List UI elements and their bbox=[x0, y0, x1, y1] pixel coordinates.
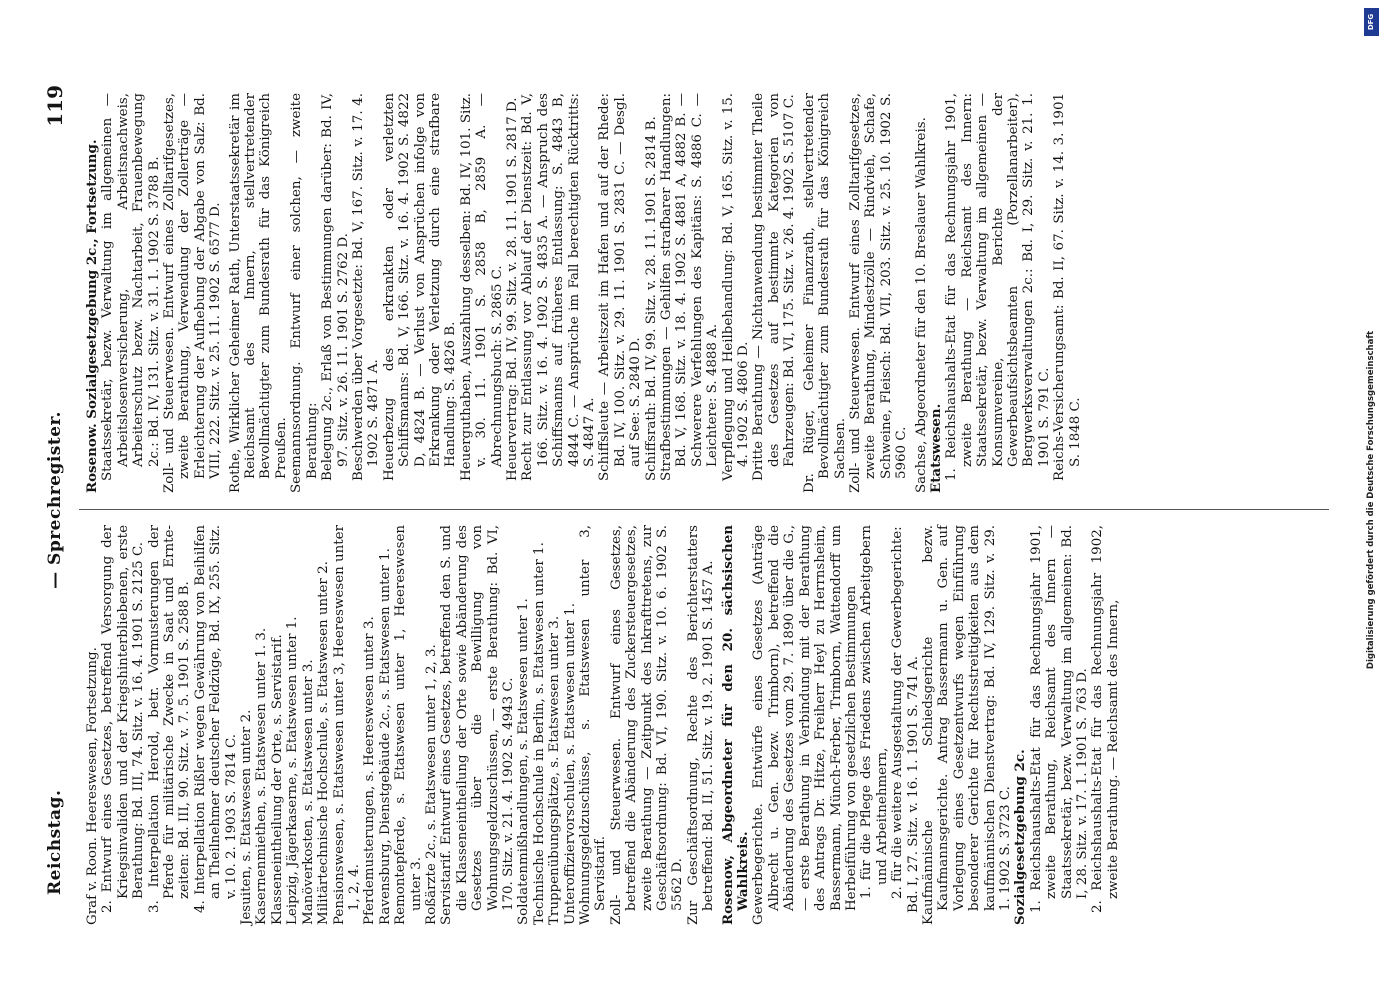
entry: Truppenübungsplätze, s. Etatswesen unter 3. bbox=[547, 615, 563, 925]
entry: Leipzig, Jägerkaserne, s. Etatswesen unter 1. bbox=[285, 616, 301, 925]
entry: Schiffsleute — Arbeitszeit im Hafen und auf der Rhede: Bd. IV, 100. Sitz. v. 29. 11. 1901 S. 2831 C. — Desgl. auf See: S. 2840 D. bbox=[597, 93, 644, 481]
entry: Zoll- und Steuerwesen. Entwurf eines Zolltarifgesetzes, zweite Berathung, Mindestzölle — Rindvieh, Schafe, Schweine, Fleisch: Bd. VII, 203. Sitz. v. 25. 10. 1902 S. 5960 C. bbox=[847, 93, 910, 493]
entry: Kasernenmiethen, s. Etatswesen unter 1. 3. bbox=[254, 627, 270, 925]
entry: Jesuiten, s. Etatswesen unter 2. bbox=[239, 709, 255, 925]
entry: 1. Reichshaushalts-Etat für das Rechnungsjahr 1901, zweite Berathung — Reichsamt des Innern: Staatssekretär, bezw. Verwaltung im allgemeinen — Konsumvereine, Berichte der Gewerbeaufsichtsbeamten (Porzellanarbeiter), Bergwerksverwaltungen 2c.: Bd. I, 29. Sitz. v. 21. 1. 1901 S. 791 C. bbox=[944, 93, 1052, 481]
entry: Manöverkosten, s. Etatswesen unter 3. bbox=[300, 659, 316, 925]
entry: Gewerbegerichte. Entwürfe eines Gesetzes (Anträge Albrecht u. Gen. bezw. Trimborn), betreffend die Abänderung des Gesetzes vom 29. 7. 1890 über die G., — erste Berathung in Verbindung mit der Berathung des Antrags Dr. Hitze, Freiherr Heyl zu Herrnsheim, Bassermann, Münch-Ferber, Trimborn, Wattendorff um Herbeiführung von gesetzlichen Bestimmungen bbox=[751, 525, 859, 925]
entry: 4. Interpellation Rißler wegen Gewährung von Beihilfen an Theilnehmer deutscher Feldzüge, Bd. IX, 255. Sitz. v. 10. 2. 1903 S. 7814 C. bbox=[192, 525, 239, 913]
entry: Zoll- und Steuerwesen. Entwurf eines Gesetzes, betreffend die Abänderung des Zuckersteuergesetzes, zweite Berathung — Zeitpunkt des Inkrafttretens, zur Geschäftsordnung: Bd. VI, 190. Sitz. v. 10. 6. 1902 S. 5562 D. bbox=[608, 525, 686, 925]
entry: Servistarif. Entwurf eines Gesetzes, betreffend den S. und die Klasseneintheilung der Orte sowie Abänderung des Gesetzes über die Bewilligung von Wohnungsgeldzuschüssen, — erste Berathung: Bd. VI, 170. Sitz. v. 21. 4. 1902 S. 4943 C. bbox=[439, 525, 516, 925]
entry: Schiffsrath: Bd. IV, 99. Sitz. v. 28. 11. 1901 S. 2814 B. bbox=[643, 116, 659, 481]
entry: Heuerguthaben, Auszahlung desselben: Bd. IV, 101. Sitz. v. 30. 11. 1901 S. 2858 B, 2859 A. — Abrechnungsbuch: S. 2865 C. bbox=[458, 93, 505, 481]
entry: Bd. I, 27. Sitz. v. 16. 1. 1901 S. 741 A. bbox=[905, 655, 921, 913]
dfg-logo: DFG bbox=[1364, 8, 1379, 36]
page-number: 119 bbox=[43, 85, 67, 127]
entry: 2. Entwurf eines Gesetzes, betreffend Versorgung der Kriegsinvaliden und der Kriegshinterbliebenen, erste Berathung: Bd. III, 74. Sitz. v. 16. 4. 1901 S. 2125 C. bbox=[100, 525, 147, 913]
entry: Seemannsordnung. Entwurf einer solchen, — zweite Berathung: bbox=[289, 93, 320, 493]
entry-heading: Etatswesen. bbox=[927, 403, 944, 493]
entry: 2. Reichshaushalts-Etat für das Rechnungsjahr 1902, zweite Berathung. — Reichsamt des Innern, bbox=[1090, 525, 1121, 913]
entry: Remontepferde, s. Etatswesen unter 1, Heereswesen unter 3. bbox=[393, 525, 424, 925]
entry: Kaufmännische Schiedsgerichte bezw. Kaufmannsgerichte. Antrag Bassermann u. Gen. auf Vorlegung eines Gesetzentwurfs wegen Einführung besonderer Gerichte für Rechtsstreitigkeiten aus dem kaufmännischen Dienstvertrag: Bd. IV, 129. Sitz. v. 29. 1. 1902 S. 3723 C. bbox=[920, 525, 1013, 925]
entry: Pferdemusterungen, s. Heereswesen unter 3. bbox=[362, 616, 378, 925]
person-heading: Sachse, Abgeordneter für den 10. Breslauer Wahlkreis. bbox=[913, 117, 929, 493]
entry: 1. Reichshaushalts-Etat für das Rechnungsjahr 1901, zweite Berathung, Reichsamt des Innern — Staatssekretär, bezw. Verwaltung im allgemeinen: Bd. I, 28. Sitz. v. 17. 1. 1901 S. 763 D. bbox=[1028, 525, 1090, 913]
person-heading: Rosenow, Abgeordneter für den 20. sächsischen Wahlkreis. bbox=[719, 525, 752, 925]
entry: Zoll- und Steuerwesen. Entwurf eines Zolltarifgesetzes, zweite Berathung, Verwendung der Zollerträge — Erleichterung der Aufhebung der Abgabe von Salz: Bd. VIII, 222. Sitz. v. 25. 11. 1902 S. 6577 D. bbox=[162, 93, 224, 493]
person-heading: Dr. Rüger, Geheimer Finanzrath, stellvertretender Bevollmächtigter zum Bundesrath für das Königreich Sachsen. bbox=[801, 93, 848, 493]
entry: Heuervertrag: Bd. IV, 99. Sitz. v. 28. 11. 1901 S. 2817 D. bbox=[504, 97, 520, 481]
column-divider bbox=[79, 509, 1329, 510]
entry: Reichs-Versicherungsamt: Bd. II, 67. Sitz. v. 14. 3. 1901 S. 1848 C. bbox=[1052, 93, 1083, 481]
entry-heading: Rosenow. Sozialgesetzgebung 2c., Fortsetzung. bbox=[84, 139, 100, 493]
header-center: — Sprechregister. bbox=[45, 411, 65, 589]
entry: Klasseneintheilung der Orte, s. Servistarif. bbox=[269, 634, 285, 925]
entry: Militärtechnische Hochschule, s. Etatswesen unter 2. bbox=[316, 561, 332, 925]
entry-heading: Sozialgesetzgebung 2c. bbox=[1012, 749, 1029, 925]
entry: Zur Geschäftsordnung, Rechte des Berichterstatters betreffend: Bd. II, 51. Sitz. v. 19. 2. 1901 S. 1457 A. bbox=[685, 525, 717, 925]
entry: 1. für die Pflege des Friedens zwischen Arbeitgebern und Arbeitnehmern, bbox=[859, 525, 890, 899]
entry: 3. Interpellation Herold, betr. Vormusterungen der Pferde für militärische Zwecke in Saat und Erntezeiten: Bd. III, 90. Sitz. v. 7. 5. 1901 S. 2588 B. bbox=[146, 525, 193, 913]
left-column bbox=[85, 525, 1121, 925]
right-column bbox=[85, 93, 1083, 493]
entry: Beschwerden über Vorgesetzte: Bd. V, 167. Sitz. v. 17. 4. 1902 S. 4871 A. bbox=[350, 93, 382, 481]
rotated-register-page bbox=[37, 45, 1347, 955]
entry: Unteroffiziervorschulen, s. Etatswesen unter 1. bbox=[562, 603, 578, 925]
entry: Soldatenmißhandlungen, s. Etatswesen unter 1. bbox=[516, 598, 532, 925]
entry: Recht zur Entlassung vor Ablauf der Dienstzeit: Bd. V, 166. Sitz. v. 16. 4. 1902 S. 4835 A. — Anspruch des Schiffsmanns auf früheres Entlassung: S. 4843 B, 4844 C. — Ansprüche im Fall berechtigten Rücktritts: S. 4847 A. bbox=[520, 93, 597, 481]
digitization-credit: Digitalisierung gefördert durch die Deutsche Forschungsgemeinschaft bbox=[1366, 330, 1376, 670]
entry: Belegung 2c., Erlaß von Bestimmungen darüber: Bd. IV, 97. Sitz. v. 26. 11. 1901 S. 2762 D. bbox=[320, 93, 351, 481]
entry: Roßärzte 2c., s. Etatswesen unter 1, 2, 3. bbox=[423, 644, 439, 925]
entry: 2. für die weitere Ausgestaltung der Gewerbegerichte: bbox=[890, 526, 906, 899]
entry: Staatssekretär, bezw. Verwaltung im allgemeinen — Arbeitslosenversicherung, Arbeitsnachweis, Arbeiterschutz bezw. Nachtarbeit, Frauenbewegung 2c.: Bd. IV, 131. Sitz. v. 31. 1. 1902 S. 3788 B. bbox=[100, 93, 162, 481]
entry: Verpflegung und Heilbehandlung: Bd. V, 165. Sitz. v. 15. 4. 1902 S. 4806 D. bbox=[720, 93, 752, 481]
entry-heading: Graf v. Roon. Heereswesen, Fortsetzung. bbox=[85, 647, 100, 925]
entry: Wohnungsgeldzuschüsse, s. Etatswesen unter 3, Servistarif. bbox=[578, 525, 609, 925]
entry: Pensionswesen, s. Etatswesen unter 3, Heereswesen unter 1, 2, 4. bbox=[331, 525, 362, 925]
entry: Technische Hochschule in Berlin, s. Etatswesen unter 1. bbox=[531, 542, 547, 925]
entry: Heuerbezug des erkrankten oder verletzten Schiffsmanns: Bd. V, 166. Sitz. v. 16. 4. 1902 S. 4822 D, 4824 B. — Verlust von Ansprüchen infolge von Erkrankung oder Verletzung durch eine strafbare Handlung: S. 4826 B. bbox=[381, 93, 459, 481]
person-heading: Rothe, Wirklicher Geheimer Rath, Unterstaatssekretär im Reichsamt des Innern, stellvertretender Bevollmächtigter zum Bundesrath für das Königreich Preußen. bbox=[227, 93, 289, 493]
running-header bbox=[43, 45, 71, 955]
entry: Ravensburg, Dienstgebäude 2c., s. Etatswesen unter 1. bbox=[377, 548, 393, 925]
entry: Dritte Berathung — Nichtanwendung bestimmter Theile des Gesetzes auf bestimmte Kategorien von Fahrzeugen: Bd. VI, 175. Sitz. v. 26. 4. 1902 S. 5107 C. bbox=[751, 93, 798, 481]
header-left: Reichstag. bbox=[45, 789, 65, 895]
entry: Strafbestimmungen — Gehilfen strafbarer Handlungen: Bd. V, 168. Sitz. v. 18. 4. 1902 S. 4881 A, 4882 B. — Schwerere Verfehlungen des Kapitäns: S. 4886 C. — Leichtere: S. 4888 A. bbox=[659, 93, 721, 481]
